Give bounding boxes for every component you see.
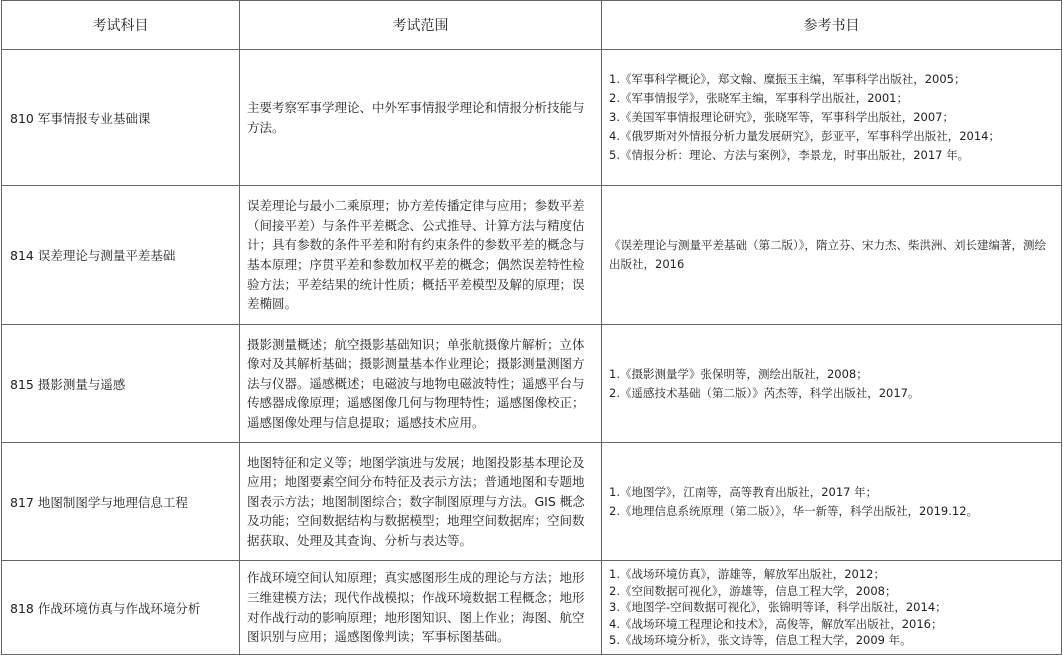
- subject-cell: 817 地图制图学与地理信息工程: [2, 443, 240, 561]
- book-item: 5.《战场环境分析》，张文诗等，信息工程大学，2009 年。: [609, 633, 912, 648]
- book-item: 1.《战场环境仿真》，游雄等，解放军出版社，2012；: [609, 567, 885, 582]
- book-item: 2.《空间数据可视化》，游雄等，信息工程大学，2008；: [609, 583, 897, 598]
- header-row: [2, 1, 1062, 50]
- books-cell: [602, 325, 1062, 443]
- books-cell: [602, 443, 1062, 561]
- book-item: 《误差理论与测量平差基础（第二版）》，隋立芬、宋力杰、柴洪洲、刘长建编著，测绘出版社，2016: [609, 238, 1046, 271]
- books-cell: [602, 186, 1062, 325]
- table-row: [2, 443, 1062, 561]
- subject-cell: 818 作战环境仿真与作战环境分析: [2, 561, 240, 655]
- subject-cell: 814 误差理论与测量平差基础: [2, 186, 240, 325]
- book-item: 3.《地图学-空间数据可视化》，张锦明等译，科学出版社，2014；: [609, 600, 947, 615]
- book-item: 2.《军事情报学》，张晓军主编，军事科学出版社，2001；: [609, 91, 908, 105]
- book-item: 1.《地图学》，江南等，高等教育出版社，2017 年；: [609, 484, 878, 499]
- books-cell: [602, 50, 1062, 186]
- scope-cell: 主要考察军事学理论、中外军事情报学理论和情报分析技能与方法。: [240, 50, 602, 186]
- header-scope: 考试范围: [240, 1, 602, 50]
- scope-cell: 作战环境空间认知原理；真实感图形生成的理论与方法；地形三维建模方法；现代作战模拟；作战环境数据工程概念；地形对作战行动的影响原理；地形图知识、图上作业；海图、航空图识别与应用；遥感图像判读；军事标图基础。: [240, 561, 602, 655]
- book-item: 4.《俄罗斯对外情报分析力量发展研究》，彭亚平，军事科学出版社，2014；: [609, 129, 1000, 143]
- book-item: 2.《地理信息系统原理（第二版）》，华一新等，科学出版社，2019.12。: [609, 503, 979, 518]
- book-item: 2.《遥感技术基础（第二版）》芮杰等，科学出版社，2017。: [609, 385, 920, 400]
- book-item: 1.《摄影测量学》张保明等，测绘出版社，2008；: [609, 366, 868, 381]
- exam-syllabus-table: [1, 0, 1062, 655]
- scope-cell: 摄影测量概述；航空摄影基础知识；单张航摄像片解析；立体像对及其解析基础；摄影测量基本作业理论；摄影测量测图方法与仪器。遥感概述；电磁波与地物电磁波特性；遥感平台与传感器成像原理；遥感图像几何与物理特性；遥感图像校正；遥感图像处理与信息提取；遥感技术应用。: [240, 325, 602, 443]
- table-row: [2, 50, 1062, 186]
- book-item: 5.《情报分析：理论、方法与案例》，李景龙，时事出版社，2017 年。: [609, 148, 970, 162]
- book-item: 1.《军事科学概论》，郑文翰、糜振玉主编，军事科学出版社，2005；: [609, 72, 966, 86]
- subject-cell: 815 摄影测量与遥感: [2, 325, 240, 443]
- scope-cell: 地图特征和定义等；地图学演进与发展；地图投影基本理论及应用；地图要素空间分布特征及表示方法；普通地图和专题地图表示方法；地图制图综合；数字制图原理与方法。GIS 概念及功能；空间数据结构与数据模型；地理空间数据库；空间数据获取、处理及其查询、分析与表达等。: [240, 443, 602, 561]
- table-row: [2, 186, 1062, 325]
- book-item: 4.《战场环境工程理论和技术》，高俊等，解放军出版社，2016；: [609, 616, 943, 631]
- table-row: [2, 325, 1062, 443]
- header-books: 参考书目: [602, 1, 1062, 50]
- books-cell: [602, 561, 1062, 655]
- header-subject: 考试科目: [2, 1, 240, 50]
- table-row: [2, 561, 1062, 655]
- book-item: 3.《美国军事情报理论研究》，张晓军等，军事科学出版社，2007；: [609, 110, 954, 124]
- subject-cell: 810 军事情报专业基础课: [2, 50, 240, 186]
- scope-cell: 误差理论与最小二乘原理；协方差传播定律与应用；参数平差（间接平差）与条件平差概念、公式推导、计算方法与精度估计；具有参数的条件平差和附有约束条件的参数平差的概念与基本原理；序贯平差和参数加权平差的概念；偶然误差特性检验方法；平差结果的统计性质；概括平差模型及解的原理；误差椭圆。: [240, 186, 602, 325]
